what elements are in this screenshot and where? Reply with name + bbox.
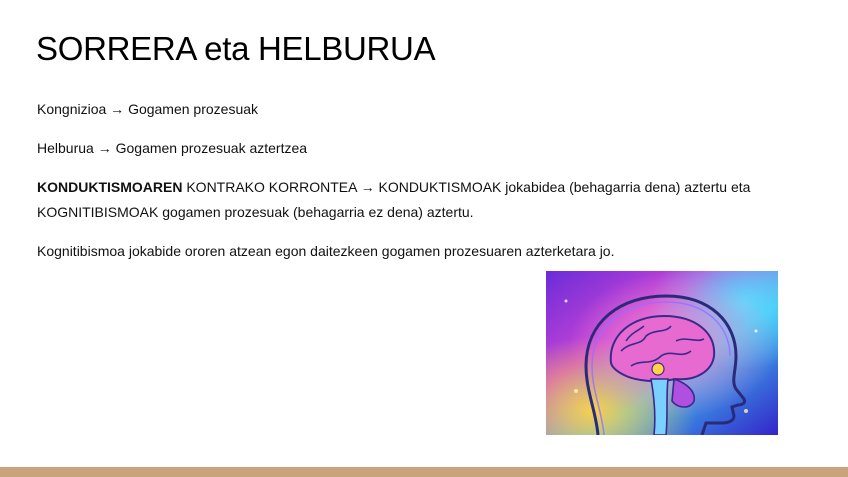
bold-term: KONDUKTISMOAREN bbox=[37, 179, 183, 195]
paragraph-konduktismoa bbox=[37, 175, 807, 225]
brain-illustration-image bbox=[546, 271, 778, 435]
definition-text: Gogamen prozesuak aztertzea bbox=[115, 140, 308, 156]
slide-title: SORRERA eta HELBURUA bbox=[36, 30, 436, 67]
arrow-glyph: → bbox=[97, 140, 112, 156]
line-helburua bbox=[37, 136, 807, 161]
paragraph-kognitibismoa: Kognitibismoa jokabide ororen atzean egon daitezkeen gogamen prozesuaren azterketara jo. bbox=[37, 243, 615, 259]
definition-text: Gogamen prozesuak bbox=[128, 101, 259, 117]
slide-body bbox=[37, 97, 807, 278]
term-text: Helburua bbox=[37, 140, 94, 156]
paragraph-text: KONTRAKO KORRONTEA → KONDUKTISMOAK jokabidea (behagarria dena) aztertu eta KOGNITIBISMOAK gogamen prozesuak (behagarria ez dena) aztertu. bbox=[37, 179, 751, 220]
arrow-glyph: → bbox=[110, 101, 125, 117]
bottom-accent-bar bbox=[0, 467, 848, 477]
term-text: Kongnizioa bbox=[37, 101, 107, 117]
line-kongnizioa bbox=[37, 97, 807, 122]
